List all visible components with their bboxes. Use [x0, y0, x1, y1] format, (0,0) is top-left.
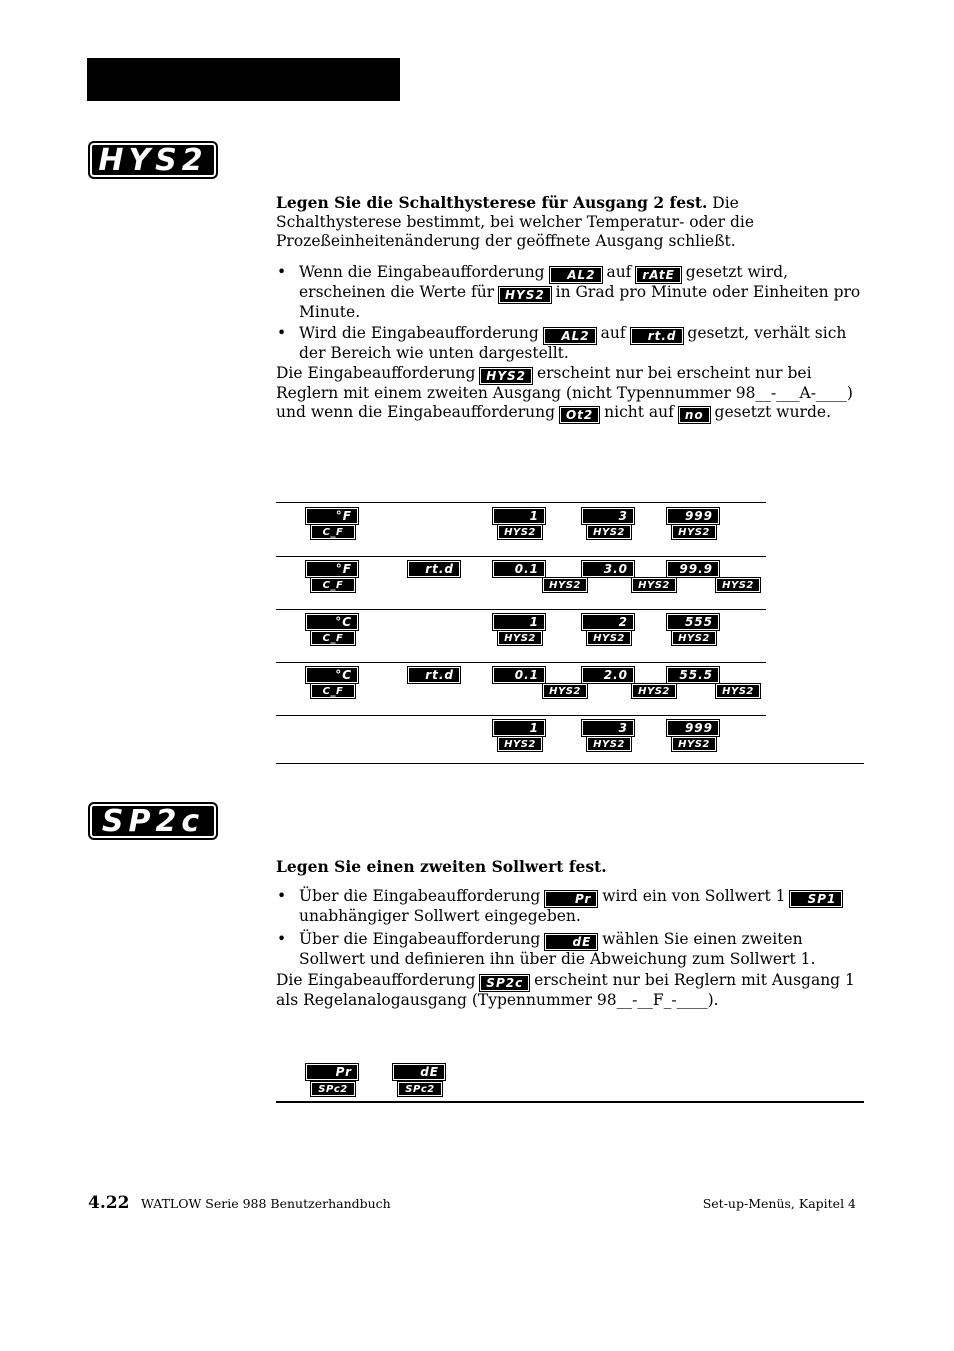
range-label: HYS2 — [498, 631, 542, 645]
table-row-rule — [276, 609, 766, 610]
unit-label: C_F — [311, 578, 355, 592]
section1-note: Die Eingabeaufforderung HYS2 erscheint nur bei erscheint nur bei Reglern mit einem zweiten Ausgang (nicht Typennummer 98__-___A-____) und wenn die Eingabeaufforderung Ot2 nicht auf no gesetzt wurde. — [276, 364, 853, 422]
rtd-value: rt.d — [408, 561, 460, 577]
range-value: 2 — [582, 614, 634, 630]
range-label: HYS2 — [587, 525, 631, 539]
range-value: 1 — [493, 720, 545, 736]
range-value: 0.1 — [493, 667, 545, 683]
range-label: HYS2 — [672, 737, 716, 751]
unit-value: °F — [306, 508, 358, 524]
section1-bullet2: • Wird die Eingabeaufforderung AL2 auf rt.d gesetzt, verhält sich der Bereich wie unten dargestellt. — [277, 324, 847, 362]
section2-bullet2: • Über die Eingabeaufforderung dE wählen Sie einen zweiten Sollwert und definieren ihn über die Abweichung zum Sollwert 1. — [277, 930, 816, 968]
range-value: 99.9 — [667, 561, 719, 577]
section2-bullet1: • Über die Eingabeaufforderung Pr wird ein von Sollwert 1 SP1 unabhängiger Sollwert eingegeben. — [276, 887, 864, 925]
unit-value: °C — [306, 667, 358, 683]
section2-note: Die Eingabeaufforderung SP2c erscheint nur bei Reglern mit Ausgang 1 als Regelanalogausgang (Typennummer 98__-__F_-____). — [276, 971, 855, 1009]
header-bar — [87, 58, 400, 101]
range-value: 0.1 — [493, 561, 545, 577]
range-value: 999 — [667, 508, 719, 524]
section1-intro: Legen Sie die Schalthysterese für Ausgang 2 fest. Die Schalthysterese bestimmt, bei welcher Temperatur- oder die Prozeßeinheitenänderung der geöffnete Ausgang schließt. — [276, 193, 755, 250]
table-top-rule — [276, 502, 766, 503]
range-label: HYS2 — [672, 525, 716, 539]
range-label: HYS2 — [587, 737, 631, 751]
sp2c-display: SP2c — [88, 802, 218, 840]
range-label: HYS2 — [543, 684, 587, 698]
section2-bottom-rule — [276, 1101, 864, 1103]
range-value: 2.0 — [582, 667, 634, 683]
range-label: HYS2 — [672, 631, 716, 645]
range-label: HYS2 — [716, 578, 760, 592]
range-label: HYS2 — [587, 631, 631, 645]
page-number: 4.22 — [88, 1193, 130, 1213]
section2-intro: Legen Sie einen zweiten Sollwert fest. — [276, 857, 607, 876]
table-row-rule — [276, 662, 766, 663]
table-row-rule — [276, 715, 766, 716]
rtd-value: rt.d — [408, 667, 460, 683]
table-bottom-rule — [276, 763, 864, 764]
unit-value: °F — [306, 561, 358, 577]
section1-bullet1: • Wenn die Eingabeaufforderung AL2 auf rAtE gesetzt wird, erscheinen die Werte für HYS2 in Grad pro Minute oder Einheiten pro Minute. — [277, 263, 861, 321]
footer-right: Set-up-Menüs, Kapitel 4 — [702, 1196, 856, 1211]
footer-left: WATLOW Serie 988 Benutzerhandbuch — [141, 1196, 391, 1211]
range-value: 555 — [667, 614, 719, 630]
table-row-rule — [276, 556, 766, 557]
range-value: 1 — [493, 508, 545, 524]
range-label: HYS2 — [498, 525, 542, 539]
range-label: HYS2 — [543, 578, 587, 592]
range-value: 55.5 — [667, 667, 719, 683]
range-label: HYS2 — [632, 578, 676, 592]
range-value: 999 — [667, 720, 719, 736]
unit-label: C_F — [311, 684, 355, 698]
range-label: HYS2 — [498, 737, 542, 751]
range-value: 3 — [582, 508, 634, 524]
range-value: 3.0 — [582, 561, 634, 577]
unit-label: C_F — [311, 525, 355, 539]
hys2-display: HYS2 — [88, 141, 218, 179]
unit-label: C_F — [311, 631, 355, 645]
unit-value: °C — [306, 614, 358, 630]
range-label: HYS2 — [632, 684, 676, 698]
range-value: 3 — [582, 720, 634, 736]
range-value: 1 — [493, 614, 545, 630]
range-label: HYS2 — [716, 684, 760, 698]
